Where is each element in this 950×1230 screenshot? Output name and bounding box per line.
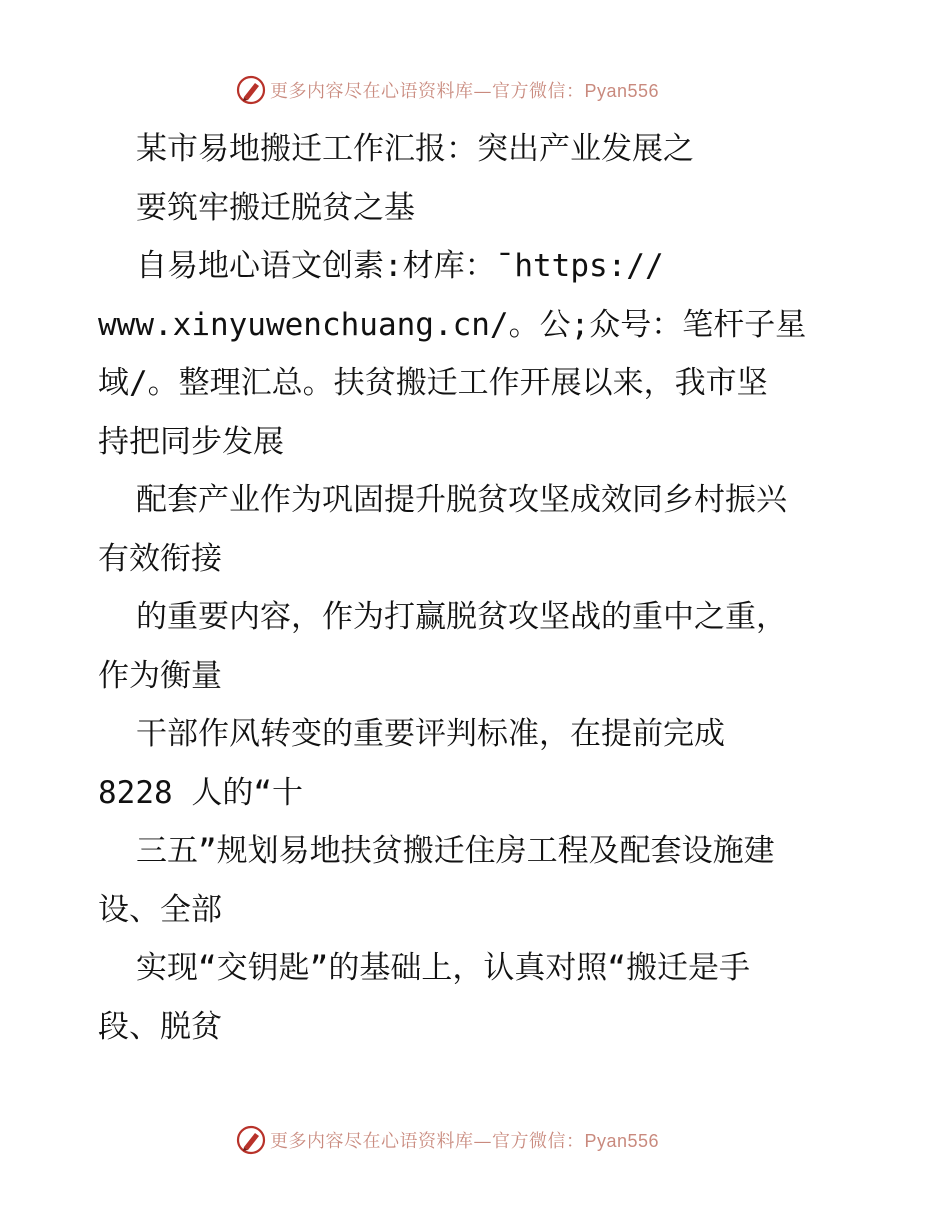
body-line: 域/。整理汇总。扶贫搬迁工作开展以来，我市坚: [98, 365, 768, 401]
header-banner-text: 更多内容尽在心语资料库—官方微信：Pyan556: [270, 81, 660, 102]
title-line-1: 某市易地搬迁工作汇报：突出产业发展之: [136, 131, 694, 167]
header-wechat-id: Pyan556: [584, 81, 660, 101]
pen-logo-icon: [236, 1125, 266, 1155]
footer-banner: [236, 1122, 716, 1158]
header-banner: [236, 72, 716, 108]
pen-logo-icon: [236, 75, 266, 105]
body-line: 8228 人的“十: [98, 774, 303, 811]
body-line: 三五”规划易地扶贫搬迁住房工程及配套设施建: [136, 833, 775, 869]
body-line: 实现“交钥匙”的基础上，认真对照“搬迁是手: [136, 950, 750, 986]
body-line: 有效衔接: [98, 540, 222, 577]
body-line: www.xinyuwenchuang.cn/。公;众号：笔杆子星: [98, 306, 807, 343]
body-line: 作为衡量: [98, 657, 222, 694]
title-line-2: 要筑牢搬迁脱贫之基: [136, 189, 415, 226]
body-line: 自易地心语文创素:材库：¯https://: [136, 248, 664, 284]
body-line: 的重要内容，作为打赢脱贫攻坚战的重中之重，: [136, 599, 787, 635]
body-line: 干部作风转变的重要评判标准，在提前完成: [136, 716, 725, 752]
body-line: 段、脱贫: [98, 1008, 222, 1045]
document-body: [98, 120, 858, 1056]
body-line: 持把同步发展: [98, 423, 284, 460]
footer-wechat-id: Pyan556: [584, 1131, 660, 1151]
body-line: 设、全部: [98, 891, 222, 928]
footer-banner-text: 更多内容尽在心语资料库—官方微信：Pyan556: [270, 1131, 660, 1152]
body-line: 配套产业作为巩固提升脱贫攻坚成效同乡村振兴: [136, 482, 787, 518]
